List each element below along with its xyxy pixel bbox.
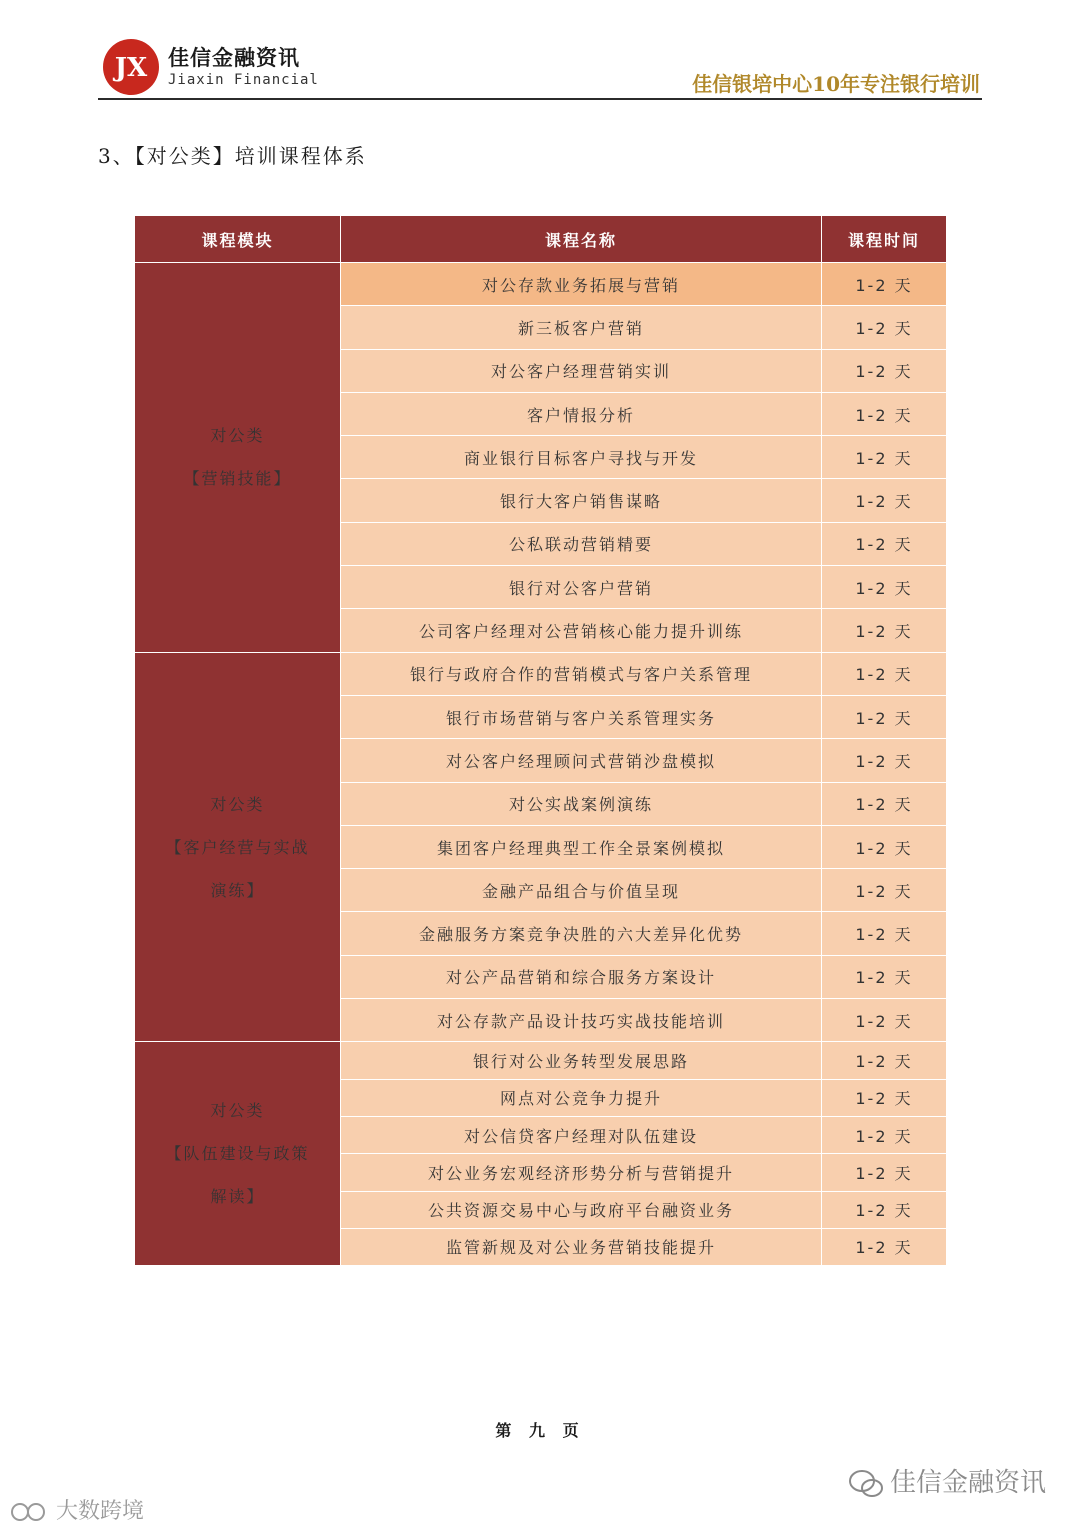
course-time-cell: 1-2 天 bbox=[822, 652, 947, 695]
module-cell bbox=[135, 263, 341, 653]
module-cell bbox=[135, 1042, 341, 1266]
watermark-right bbox=[848, 1462, 1046, 1499]
course-name-cell: 金融服务方案竞争决胜的六大差异化优势 bbox=[341, 912, 822, 955]
page-number: 第 九 页 bbox=[495, 1421, 585, 1440]
watermark-left-text: 大数跨境 bbox=[56, 1499, 145, 1524]
course-name-cell: 银行市场营销与客户关系管理实务 bbox=[341, 695, 822, 738]
course-time-cell: 1-2 天 bbox=[822, 1154, 947, 1191]
module-line: 【客户经营与实战 bbox=[165, 837, 310, 857]
course-name-cell: 对公客户经理顾问式营销沙盘模拟 bbox=[341, 739, 822, 782]
course-time-cell: 1-2 天 bbox=[822, 782, 947, 825]
course-time-cell: 1-2 天 bbox=[822, 869, 947, 912]
course-time-cell: 1-2 天 bbox=[822, 392, 947, 435]
course-name-cell: 银行对公业务转型发展思路 bbox=[341, 1042, 822, 1079]
module-line: 对公类 bbox=[210, 794, 265, 814]
course-time-cell: 1-2 天 bbox=[822, 739, 947, 782]
wechat-icon bbox=[848, 1469, 884, 1499]
course-name-cell: 商业银行目标客户寻找与开发 bbox=[341, 436, 822, 479]
course-name-cell: 对公存款业务拓展与营销 bbox=[341, 263, 822, 306]
course-name-cell: 银行大客户销售谋略 bbox=[341, 479, 822, 522]
course-name-cell: 网点对公竞争力提升 bbox=[341, 1079, 822, 1116]
course-name-cell: 对公实战案例演练 bbox=[341, 782, 822, 825]
table-header-row bbox=[135, 216, 947, 263]
course-time-cell: 1-2 天 bbox=[822, 695, 947, 738]
course-time-cell: 1-2 天 bbox=[822, 1228, 947, 1265]
header-slogan: 佳信银培中心10年专注银行培训 bbox=[692, 72, 980, 96]
course-time-cell: 1-2 天 bbox=[822, 1042, 947, 1079]
course-name-cell: 金融产品组合与价值呈现 bbox=[341, 869, 822, 912]
course-time-cell: 1-2 天 bbox=[822, 1079, 947, 1116]
module-line: 【营销技能】 bbox=[183, 469, 292, 489]
course-time-cell: 1-2 天 bbox=[822, 522, 947, 565]
module-line: 对公类 bbox=[210, 426, 265, 446]
course-name-cell: 新三板客户营销 bbox=[341, 306, 822, 349]
table-row bbox=[135, 652, 947, 695]
course-name-cell: 监管新规及对公业务营销技能提升 bbox=[341, 1228, 822, 1265]
brand-name-en: Jiaxin Financial bbox=[168, 72, 319, 88]
course-time-cell: 1-2 天 bbox=[822, 999, 947, 1042]
module-line: 对公类 bbox=[210, 1101, 265, 1121]
course-name-cell: 公司客户经理对公营销核心能力提升训练 bbox=[341, 609, 822, 652]
jx-logo-icon bbox=[102, 38, 160, 96]
course-name-cell: 银行与政府合作的营销模式与客户关系管理 bbox=[341, 652, 822, 695]
section-title: 3、【对公类】培训课程体系 bbox=[98, 144, 367, 168]
course-time-cell: 1-2 天 bbox=[822, 955, 947, 998]
course-time-cell: 1-2 天 bbox=[822, 1191, 947, 1228]
module-line: 解读】 bbox=[210, 1187, 265, 1207]
course-time-cell: 1-2 天 bbox=[822, 436, 947, 479]
course-time-cell: 1-2 天 bbox=[822, 566, 947, 609]
course-time-cell: 1-2 天 bbox=[822, 912, 947, 955]
table-row bbox=[135, 1042, 947, 1079]
course-name-cell: 对公存款产品设计技巧实战技能培训 bbox=[341, 999, 822, 1042]
course-table-body bbox=[135, 263, 947, 1266]
col-header-module: 课程模块 bbox=[135, 216, 341, 263]
chat-bubble-icon bbox=[10, 1500, 50, 1524]
course-name-cell: 对公业务宏观经济形势分析与营销提升 bbox=[341, 1154, 822, 1191]
course-time-cell: 1-2 天 bbox=[822, 479, 947, 522]
watermark-left bbox=[10, 1494, 144, 1525]
course-time-cell: 1-2 天 bbox=[822, 349, 947, 392]
course-name-cell: 对公信贷客户经理对队伍建设 bbox=[341, 1116, 822, 1153]
module-line: 【队伍建设与政策 bbox=[165, 1144, 310, 1164]
course-time-cell: 1-2 天 bbox=[822, 306, 947, 349]
course-name-cell: 对公产品营销和综合服务方案设计 bbox=[341, 955, 822, 998]
col-header-name: 课程名称 bbox=[341, 216, 822, 263]
watermark-right-text: 佳信金融资讯 bbox=[889, 1468, 1046, 1498]
course-name-cell: 公私联动营销精要 bbox=[341, 522, 822, 565]
module-cell bbox=[135, 652, 341, 1042]
course-time-cell: 1-2 天 bbox=[822, 1116, 947, 1153]
course-name-cell: 客户情报分析 bbox=[341, 392, 822, 435]
course-name-cell: 公共资源交易中心与政府平台融资业务 bbox=[341, 1191, 822, 1228]
brand-name-cn: 佳信金融资讯 bbox=[168, 46, 300, 70]
table-row bbox=[135, 263, 947, 306]
module-line: 演练】 bbox=[210, 880, 265, 900]
page-header bbox=[98, 30, 982, 100]
course-time-cell: 1-2 天 bbox=[822, 609, 947, 652]
course-table bbox=[134, 215, 947, 1266]
course-name-cell: 对公客户经理营销实训 bbox=[341, 349, 822, 392]
course-time-cell: 1-2 天 bbox=[822, 825, 947, 868]
col-header-time: 课程时间 bbox=[822, 216, 947, 263]
course-name-cell: 银行对公客户营销 bbox=[341, 566, 822, 609]
svg-text:JX: JX bbox=[114, 53, 148, 83]
course-name-cell: 集团客户经理典型工作全景案例模拟 bbox=[341, 825, 822, 868]
course-time-cell: 1-2 天 bbox=[822, 263, 947, 306]
